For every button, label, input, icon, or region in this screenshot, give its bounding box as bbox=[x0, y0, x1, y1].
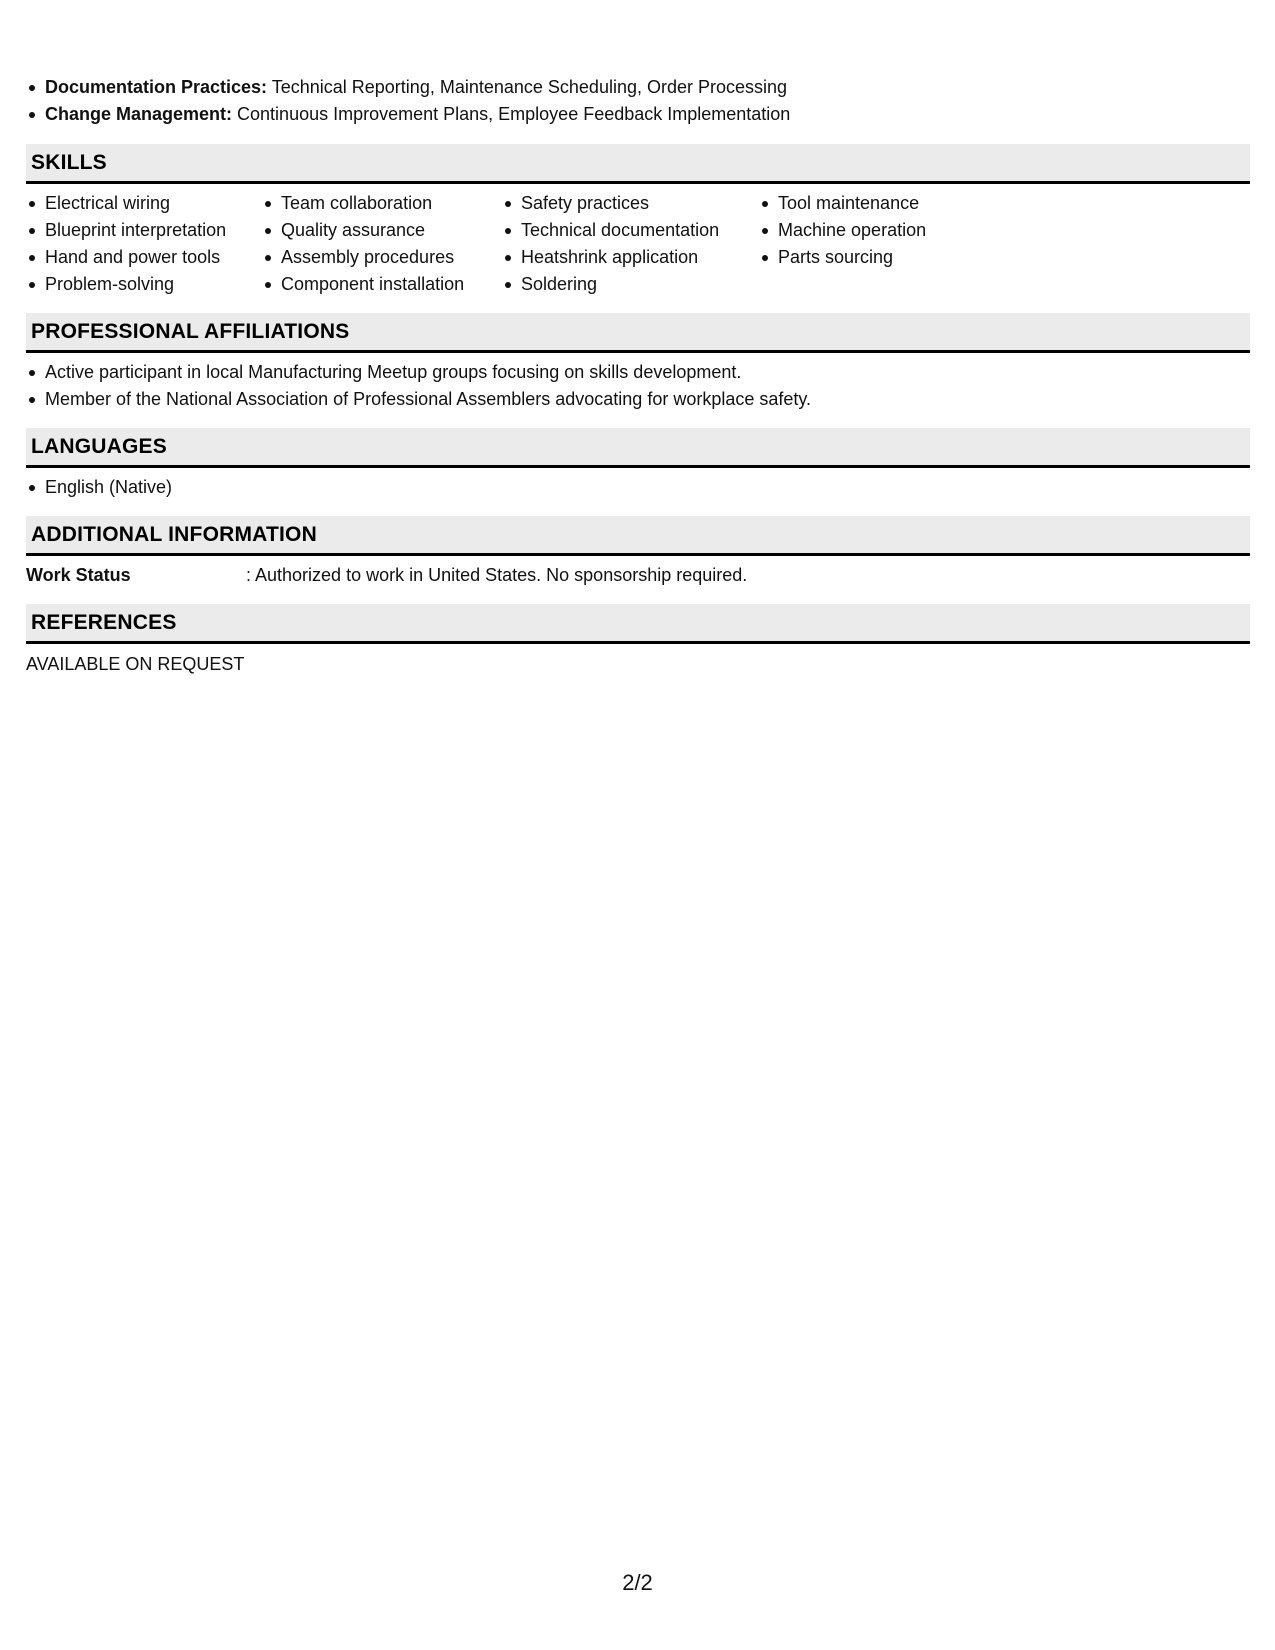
additional-info-heading: ADDITIONAL INFORMATION bbox=[26, 516, 1250, 556]
top-bullet-list bbox=[26, 74, 1250, 128]
skills-heading: SKILLS bbox=[26, 144, 1250, 184]
skill-item: Soldering bbox=[502, 271, 759, 298]
work-status-row bbox=[26, 562, 1250, 589]
skill-item: Problem-solving bbox=[26, 271, 262, 298]
skill-item: Assembly procedures bbox=[262, 244, 502, 271]
item-text: Continuous Improvement Plans, Employee Feedback Implementation bbox=[232, 104, 791, 124]
work-status-value: : Authorized to work in United States. No sponsorship required. bbox=[246, 565, 748, 585]
skill-item: Team collaboration bbox=[262, 190, 502, 217]
list-item bbox=[26, 101, 1250, 128]
page-number: 2/2 bbox=[622, 1570, 653, 1595]
item-label: Change Management: bbox=[45, 104, 233, 124]
skills-column bbox=[759, 190, 1019, 298]
skill-item: Component installation bbox=[262, 271, 502, 298]
language-item: English (Native) bbox=[26, 474, 1250, 501]
list-item bbox=[26, 74, 1250, 101]
resume-page bbox=[26, 74, 1250, 678]
affiliation-item: Member of the National Association of Professional Assemblers advocating for workplace safety. bbox=[26, 386, 1250, 413]
skill-item: Quality assurance bbox=[262, 217, 502, 244]
skill-item: Safety practices bbox=[502, 190, 759, 217]
skills-column bbox=[26, 190, 262, 298]
languages-heading: LANGUAGES bbox=[26, 428, 1250, 468]
references-heading: REFERENCES bbox=[26, 604, 1250, 644]
affiliations-heading: PROFESSIONAL AFFILIATIONS bbox=[26, 313, 1250, 353]
skill-item: Tool maintenance bbox=[759, 190, 1019, 217]
skills-grid bbox=[26, 190, 1250, 298]
skill-item: Hand and power tools bbox=[26, 244, 262, 271]
affiliations-list bbox=[26, 359, 1250, 413]
references-text: AVAILABLE ON REQUEST bbox=[26, 654, 245, 674]
languages-list bbox=[26, 474, 1250, 501]
affiliation-item: Active participant in local Manufacturing Meetup groups focusing on skills development. bbox=[26, 359, 1250, 386]
item-label: Documentation Practices: bbox=[45, 77, 268, 97]
skill-item: Blueprint interpretation bbox=[26, 217, 262, 244]
item-text: Technical Reporting, Maintenance Scheduling, Order Processing bbox=[267, 77, 788, 97]
skill-item: Technical documentation bbox=[502, 217, 759, 244]
skills-column bbox=[502, 190, 759, 298]
skills-column bbox=[262, 190, 502, 298]
skill-item: Parts sourcing bbox=[759, 244, 1019, 271]
skill-item: Machine operation bbox=[759, 217, 1019, 244]
skill-item: Electrical wiring bbox=[26, 190, 262, 217]
skill-item: Heatshrink application bbox=[502, 244, 759, 271]
work-status-label: Work Status bbox=[26, 565, 131, 585]
